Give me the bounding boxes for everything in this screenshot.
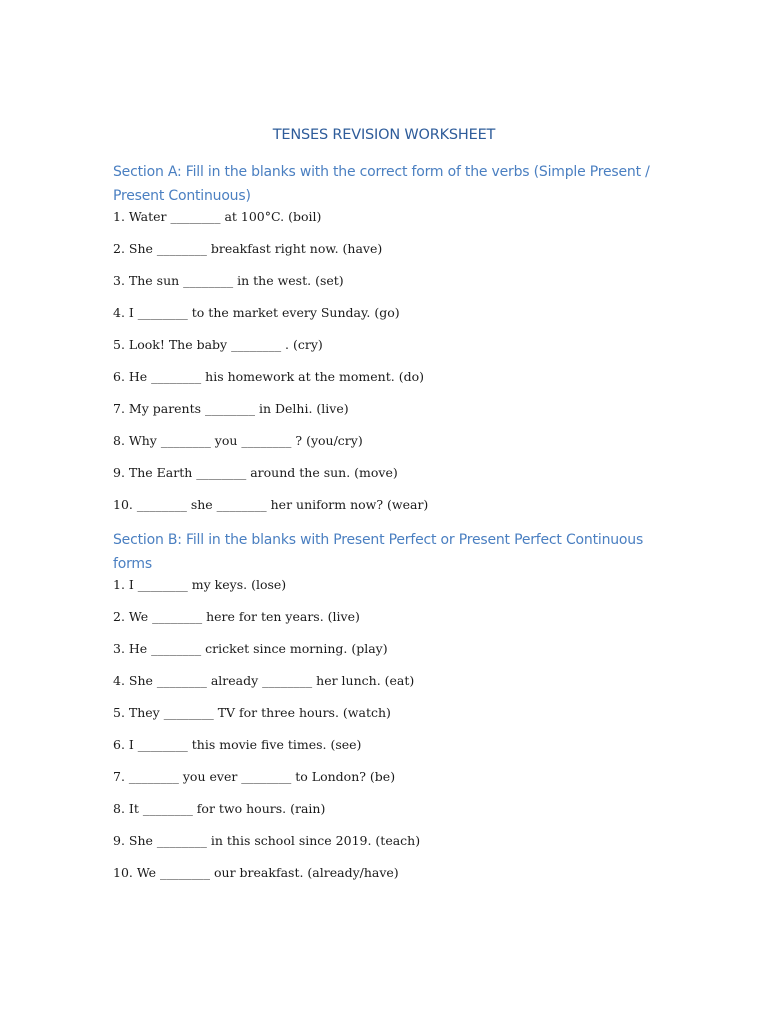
question-item: 6. I ________ this movie five times. (see)	[113, 737, 362, 752]
question-item: 3. The sun ________ in the west. (set)	[113, 273, 344, 288]
question-item: 5. Look! The baby ________ . (cry)	[113, 337, 323, 352]
question-item: 7. ________ you ever ________ to London? (be)	[113, 769, 396, 784]
question-item: 9. She ________ in this school since 2019. (teach)	[113, 833, 421, 848]
question-item: 3. He ________ cricket since morning. (play)	[113, 641, 388, 656]
question-item: 9. The Earth ________ around the sun. (move)	[113, 465, 398, 480]
question-item: 2. We ________ here for ten years. (live)	[113, 609, 360, 624]
section-a-heading: Section A: Fill in the blanks with the correct form of the verbs (Simple Present / Present Continuous)	[113, 164, 650, 204]
section-a-questions	[113, 207, 673, 527]
question-item: 4. She ________ already ________ her lunch. (eat)	[113, 673, 415, 688]
question-item: 5. They ________ TV for three hours. (watch)	[113, 705, 391, 720]
question-item: 1. I ________ my keys. (lose)	[113, 577, 287, 592]
section-b-questions	[113, 575, 673, 895]
question-item: 8. It ________ for two hours. (rain)	[113, 801, 326, 816]
question-item: 10. ________ she ________ her uniform now? (wear)	[113, 497, 429, 512]
worksheet-title: TENSES REVISION WORKSHEET	[272, 127, 496, 143]
question-item: 6. He ________ his homework at the moment. (do)	[113, 369, 424, 384]
section-b-heading: Section B: Fill in the blanks with Present Perfect or Present Perfect Continuous forms	[113, 532, 644, 572]
question-item: 8. Why ________ you ________ ? (you/cry)	[113, 433, 363, 448]
question-item: 10. We ________ our breakfast. (already/have)	[113, 865, 399, 880]
question-item: 2. She ________ breakfast right now. (have)	[113, 241, 383, 256]
question-item: 7. My parents ________ in Delhi. (live)	[113, 401, 349, 416]
question-item: 4. I ________ to the market every Sunday. (go)	[113, 305, 400, 320]
question-item: 1. Water ________ at 100°C. (boil)	[113, 209, 322, 224]
